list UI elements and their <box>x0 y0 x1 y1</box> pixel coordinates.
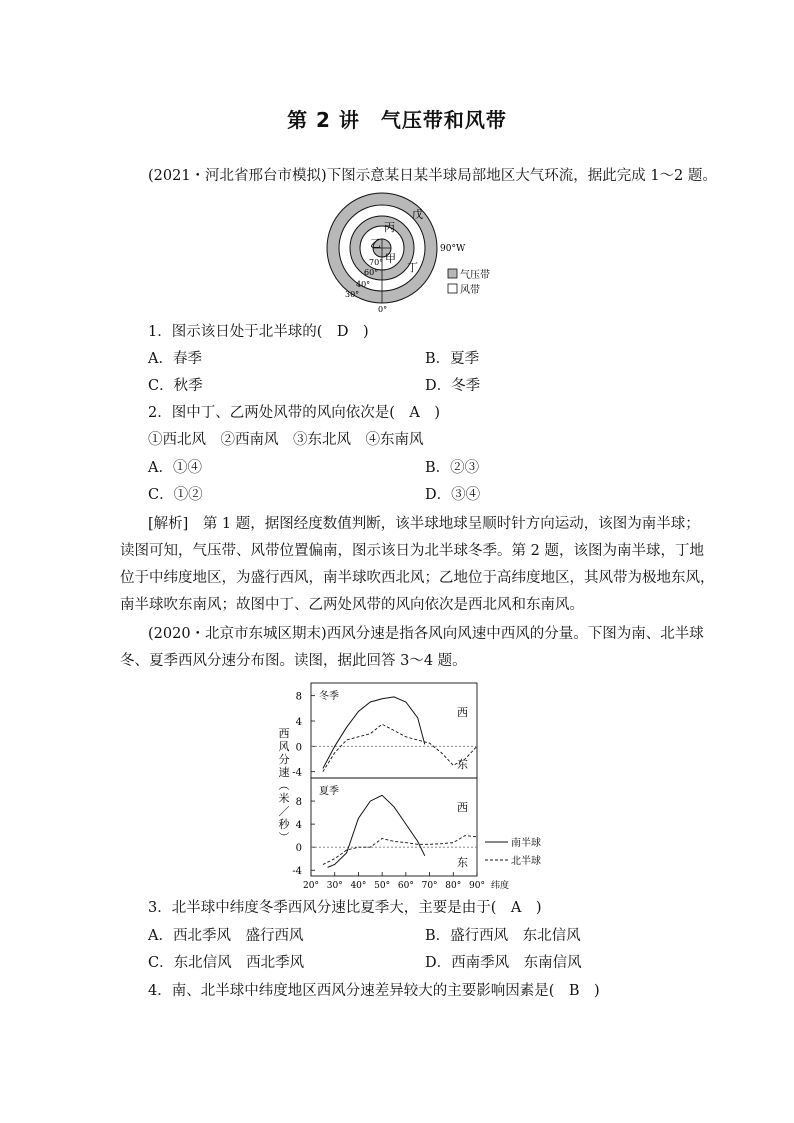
y-tick-label: 0 <box>295 742 302 754</box>
east-label: 东 <box>457 856 468 869</box>
x-tick-label: 30° <box>326 881 343 891</box>
analysis-line: 读图可知，气压带、风带位置偏南，图示该日为北半球冬季。第 2 题，该图为南半球，丁地 <box>120 543 704 559</box>
west-label: 西 <box>457 706 468 719</box>
q3-stem: 3．北半球中纬度冬季西风分速比夏季大，主要是由于( A ) <box>148 900 542 916</box>
x-tick-label: 20° <box>303 881 319 891</box>
q2-option-b: B．②③ <box>425 460 480 476</box>
page-title: 第 2 讲 气压带和风带 <box>287 108 507 132</box>
q1-stem: 1．图示该日处于北半球的( D ) <box>148 324 369 340</box>
q1-option-c: C．秋季 <box>148 378 203 394</box>
label-30: 30° <box>345 290 360 299</box>
label-40: 40° <box>356 280 371 289</box>
q2-option-a: A．①④ <box>148 460 202 476</box>
x-tick-label: 80° <box>445 881 462 891</box>
label-bing: 丙 <box>384 221 395 234</box>
intro2-line: 冬、夏季西风分速分布图。读图，据此回答 3～4 题。 <box>120 653 467 669</box>
label-70: 70° <box>369 258 384 267</box>
y-axis-label-char: 分 <box>278 753 290 766</box>
y-tick-label: 8 <box>295 797 302 809</box>
x-tick-label: 60° <box>397 881 414 891</box>
label-0: 0° <box>378 305 388 314</box>
legend-pressure-swatch <box>448 269 457 278</box>
y-axis-label-char: 秒 <box>278 818 290 831</box>
y-axis-label-char: ︶ <box>278 831 290 844</box>
intro-text: (2021・河北省邢台市模拟)下图示意某日某半球局部地区大气环流，据此完成 1～2 题。 <box>148 168 717 184</box>
panel-title: 夏季 <box>319 786 339 797</box>
legend-southern-label: 南半球 <box>511 838 541 849</box>
q3-option-a: A．西北季风 盛行西风 <box>148 928 304 944</box>
westerly-component-chart <box>272 677 562 897</box>
label-60: 60° <box>364 268 379 277</box>
y-tick-label: 8 <box>295 691 302 703</box>
legend-wind-swatch <box>448 284 457 293</box>
southern-hemisphere-line <box>323 697 425 769</box>
y-axis-label-char: 速 <box>278 766 290 779</box>
q1-option-d: D．冬季 <box>425 378 481 394</box>
legend-wind-label: 风带 <box>460 285 480 296</box>
q2-option-d: D．③④ <box>425 487 481 503</box>
label-yi: 乙 <box>370 237 381 250</box>
analysis-line: 位于中纬度地区，为盛行西风，南半球吹西北风；乙地位于高纬度地区，其风带为极地东风， <box>120 570 715 586</box>
q3-option-b: B．盛行西风 东北信风 <box>425 928 581 944</box>
intro2-line: (2020・北京市东城区期末)西风分速是指各风向风速中西风的分量。下图为南、北半球 <box>148 626 704 642</box>
northern-hemisphere-line <box>323 836 477 865</box>
legend-pressure-label: 气压带 <box>460 270 490 281</box>
x-tick-label: 40° <box>350 881 367 891</box>
q2-items: ①西北风 ②西南风 ③东北风 ④东南风 <box>148 432 424 448</box>
northern-hemisphere-line <box>323 724 477 772</box>
y-tick-label: 0 <box>295 843 302 855</box>
q2-option-c: C．①② <box>148 487 203 503</box>
y-tick-label: 4 <box>295 717 302 728</box>
east-label: 东 <box>457 758 468 771</box>
q1-option-a: A．春季 <box>148 351 202 367</box>
y-axis-label-char: ︵ <box>278 779 290 792</box>
y-axis-label-char: 西 <box>278 727 290 740</box>
label-ding: 丁 <box>407 261 418 274</box>
y-tick-label: -4 <box>292 866 302 878</box>
panel-title: 冬季 <box>319 691 339 702</box>
q3-option-d: D．西南季风 东南信风 <box>425 955 582 971</box>
x-tick-label: 50° <box>374 881 391 891</box>
x-tick-label: 70° <box>421 881 438 891</box>
label-jia: 甲 <box>385 252 396 265</box>
label-90w: 90°W <box>440 244 466 254</box>
y-axis-label-char: 米 <box>278 792 290 805</box>
west-label: 西 <box>457 801 468 814</box>
analysis-line: 南半球吹东南风；故图中丁、乙两处风带的风向依次是西北风和东南风。 <box>120 597 584 613</box>
legend-northern-label: 北半球 <box>511 856 541 867</box>
q4-stem: 4．南、北半球中纬度地区西风分速差异较大的主要影响因素是( B ) <box>148 983 600 999</box>
q1-option-b: B．夏季 <box>425 351 480 367</box>
y-tick-label: 4 <box>295 820 302 832</box>
label-wu: 戊 <box>412 208 423 221</box>
q2-stem: 2．图中丁、乙两处风带的风向依次是( A ) <box>148 405 441 421</box>
southern-hemisphere-line <box>328 795 425 867</box>
analysis-line: [解析] 第 1 题，据图经度数值判断，该半球地球呈顺时针方向运动，该图为南半球； <box>148 516 700 532</box>
circulation-diagram <box>320 192 500 314</box>
y-tick-label: -4 <box>292 767 302 779</box>
q3-option-c: C．东北信风 西北季风 <box>148 955 305 971</box>
x-axis-label: 纬度 <box>491 881 510 891</box>
x-tick-label: 90° <box>469 881 485 891</box>
y-axis-label-char: 风 <box>278 740 290 753</box>
y-axis-label-char: ／ <box>278 805 290 818</box>
